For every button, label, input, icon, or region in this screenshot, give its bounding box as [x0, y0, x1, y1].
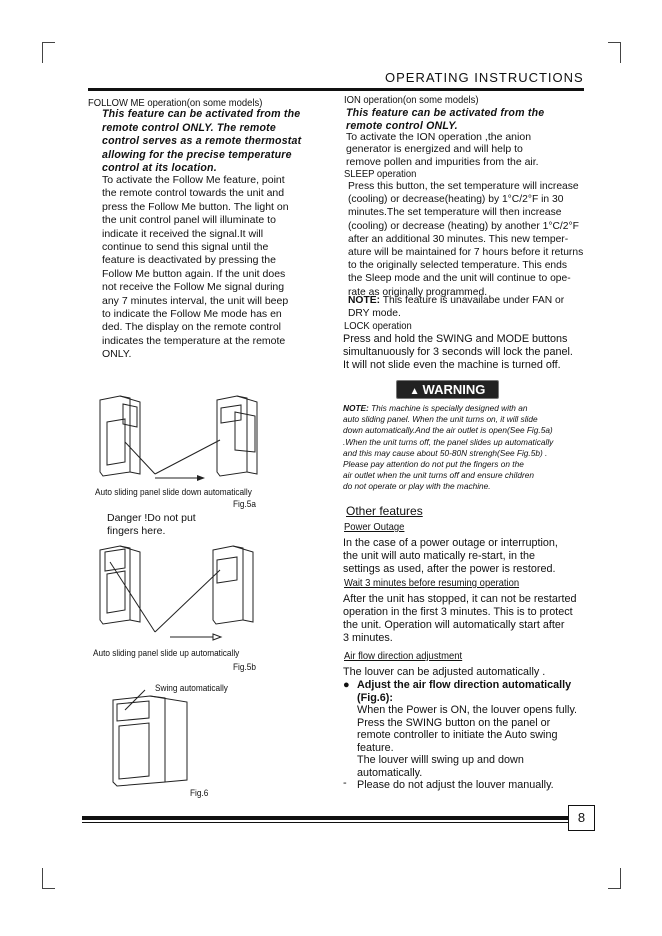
- crop-mark-bottom-left: [42, 868, 55, 889]
- danger-note: Danger !Do not put fingers here.: [107, 512, 196, 537]
- sleep-note: [348, 294, 564, 307]
- sleep-body: Press this button, the set temperature will increase (cooling) or decrease(heating) by 1°C/2°F in 30 minutes.The set temperature will then increase (cooling) or decrease (heating) by another 1°C/2°F after an additional 30 minutes. This new temper- ature will be maintained for 7 hours before it returns to the originally selected temperature. This ends the Sleep mode and the unit will continue to ope- rate as originally programmed.: [348, 181, 584, 298]
- warning-note-text: This machine is specially designed with an auto sliding panel. When the unit turns on, it will slide down automatically.And the air outlet is open(See Fig.5a) .When the unit turns off, the panel slides up automatically and this may cause about 50-80N strengh(See Fig.5b) . Please pay attention do not put the fingers on the air outlet when the unit turns off and ensure children do not operate or play with the machine.: [343, 403, 554, 492]
- warning-badge: [396, 380, 499, 399]
- fig5a-illustration: [95, 392, 285, 484]
- follow-me-heading: FOLLOW ME operation(on some models): [88, 97, 263, 109]
- warning-note: [343, 403, 553, 493]
- page-number: 8: [568, 805, 595, 831]
- crop-mark-bottom-right: [608, 868, 621, 889]
- sleep-note-label: NOTE:: [348, 295, 381, 306]
- fig5a-caption: Auto sliding panel slide down automatically: [95, 486, 252, 497]
- ion-heading: ION operation(on some models): [344, 94, 479, 106]
- footer-rule: [82, 816, 568, 820]
- bullet-icon: ●: [343, 679, 350, 691]
- air-flow-bullet: Adjust the air flow direction automatically (Fig.6):: [357, 679, 572, 704]
- other-features-heading: Other features: [346, 504, 423, 518]
- header-rule: [88, 88, 584, 91]
- ion-body: To activate the ION operation ,the anion generator is energized and will help to remove pollen and impurities from the air.: [346, 131, 539, 168]
- follow-me-emphasis: This feature can be activated from the remote control ONLY. The remote control serves as a remote thermostat allowing for the precise temperature control at its location.: [102, 108, 302, 175]
- power-outage-body: In the case of a power outage or interruption, the unit will auto matically re-start, in the settings as used, after the power is restored.: [343, 537, 558, 575]
- fig5b-label: Fig.5b: [233, 661, 256, 672]
- fig5a-label: Fig.5a: [233, 498, 256, 509]
- wait-heading: Wait 3 minutes before resuming operation: [344, 577, 520, 589]
- air-flow-intro: The louver can be adjusted automatically .: [343, 666, 546, 678]
- fig6-label: Fig.6: [190, 787, 209, 798]
- footer-rule-thin: [82, 822, 568, 823]
- dash-marker: -: [343, 777, 347, 789]
- sleep-heading: SLEEP operation: [344, 168, 417, 180]
- crop-mark-top-right: [608, 42, 621, 63]
- follow-me-body: To activate the Follow Me feature, point the remote control towards the unit and press the Follow Me button. The light on the unit control panel will illuminate to indicate it received the signal.It will continue to send this signal until the feature is deactivated by pressing the Follow Me button again. If the unit does not receive the Follow Me signal during any 7 minutes interval, the unit will beep to indicate the Follow Me mode has en ded. The display on the remote control indicates the temperature at the remote ONLY.: [102, 174, 289, 361]
- wait-body: After the unit has stopped, it can not be restarted operation in the first 3 minutes. This is to protect the unit. Operation will automatically start after 3 minutes.: [343, 593, 577, 644]
- sleep-note-text-2: DRY mode.: [348, 308, 401, 319]
- lock-heading: LOCK operation: [344, 320, 412, 332]
- sleep-note-text: This feature is unavailabe under FAN or: [380, 295, 565, 306]
- air-flow-body: When the Power is ON, the louver opens fully. Press the SWING button on the panel or remote controller to initiate the Auto swing feature. The louver willl swing up and down automatically.: [357, 704, 578, 779]
- ion-emphasis: This feature can be activated from the remote control ONLY.: [346, 107, 545, 132]
- swing-caption: Swing automatically: [155, 682, 228, 693]
- fig6-illustration: [105, 690, 195, 790]
- power-outage-heading: Power Outage: [344, 521, 405, 533]
- warning-triangle-icon: ▲: [409, 386, 420, 397]
- warning-label: WARNING: [422, 382, 486, 397]
- fig5b-illustration: [95, 540, 285, 645]
- warning-note-label: NOTE:: [343, 403, 369, 413]
- air-flow-last: Please do not adjust the louver manually.: [357, 779, 554, 791]
- air-flow-heading: Air flow direction adjustment: [344, 650, 463, 662]
- fig5b-caption: Auto sliding panel slide up automatically: [93, 647, 240, 658]
- crop-mark-top-left: [42, 42, 55, 63]
- page-title: OPERATING INSTRUCTIONS: [385, 70, 584, 85]
- lock-body: Press and hold the SWING and MODE buttons simultanuously for 3 seconds will lock the panel. It will not slide even the machine is turned off.: [343, 333, 573, 371]
